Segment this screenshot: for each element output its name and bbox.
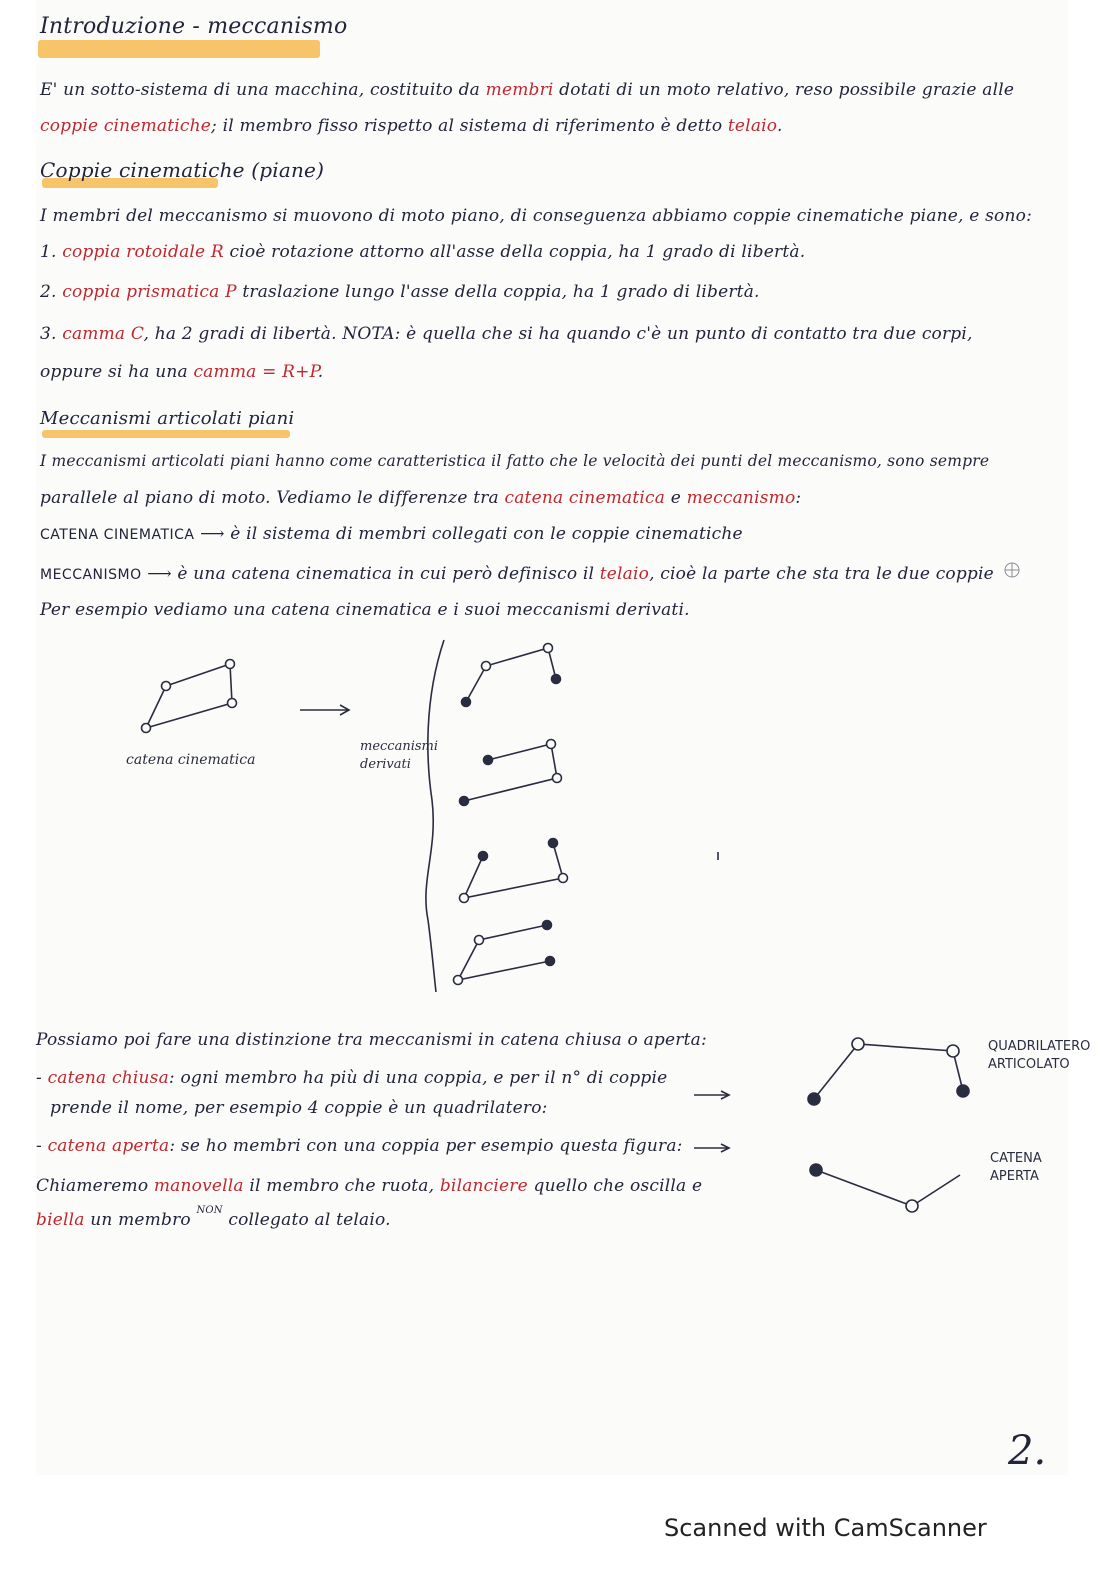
chiuse-line-4: - catena aperta: se ho membri con una coppia per esempio questa figura: bbox=[36, 1136, 683, 1156]
label-meccanismi-derivati-2: derivati bbox=[360, 757, 411, 772]
chiuse-line-3: prende il nome, per esempio 4 coppie è un quadrilatero: bbox=[50, 1098, 548, 1118]
chiuse-line-1: Possiamo poi fare una distinzione tra meccanismi in catena chiusa o aperta: bbox=[36, 1030, 707, 1050]
coppie-item-1: 1. coppia rotoidale R cioè rotazione attorno all'asse della coppia, ha 1 grado di libertà. bbox=[40, 242, 806, 262]
mecc-line-3: CATENA CINEMATICA ⟶ è il sistema di membri collegati con le coppie cinematiche bbox=[40, 524, 743, 544]
label-catena-aperta-1: CATENA bbox=[990, 1151, 1042, 1166]
chiuse-line-2: - catena chiusa: ogni membro ha più di una coppia, e per il n° di coppie bbox=[36, 1068, 668, 1088]
label-quadrilatero-2: ARTICOLATO bbox=[988, 1057, 1070, 1072]
coppie-item-2: 2. coppia prismatica P traslazione lungo l'asse della coppia, ha 1 grado di libertà. bbox=[40, 282, 760, 302]
mecc-line-5: Per esempio vediamo una catena cinematica e i suoi meccanismi derivati. bbox=[40, 600, 690, 620]
mecc-line-2: parallele al piano di moto. Vediamo le differenze tra catena cinematica e meccanismo: bbox=[40, 488, 802, 508]
coppie-line-5: oppure si ha una camma = R+P. bbox=[40, 362, 324, 382]
chiuse-line-6: biella un membro $^{NON}$ collegato al telaio. bbox=[36, 1205, 391, 1230]
label-catena-aperta-2: APERTA bbox=[990, 1169, 1039, 1184]
coppie-item-3: 3. camma C, ha 2 gradi di libertà. NOTA: è quella che si ha quando c'è un punto di contatto tra due corpi, bbox=[40, 324, 973, 344]
intro-line-1: E' un sotto-sistema di una macchina, costituito da membri dotati di un moto relativo, reso possibile grazie alle bbox=[40, 80, 1015, 100]
page-number: 2. bbox=[1008, 1428, 1047, 1474]
coppie-line-1: I membri del meccanismo si muovono di moto piano, di conseguenza abbiamo coppie cinematiche piane, e sono: bbox=[40, 206, 1033, 226]
section-title-intro: Introduzione - meccanismo bbox=[40, 14, 348, 39]
section-title-mecc: Meccanismi articolati piani bbox=[40, 408, 295, 429]
mecc-line-4: MECCANISMO ⟶ è una catena cinematica in cui però definisco il telaio, cioè la parte che sta tra le due coppie bbox=[40, 564, 994, 584]
label-quadrilatero-1: QUADRILATERO bbox=[988, 1039, 1091, 1054]
label-meccanismi-derivati-1: meccanismi bbox=[360, 739, 439, 754]
chiuse-line-5: Chiameremo manovella il membro che ruota, bilanciere quello che oscilla e bbox=[36, 1176, 703, 1196]
mecc-line-1: I meccanismi articolati piani hanno come caratteristica il fatto che le velocità dei punti del meccanismo, sono sempre bbox=[40, 452, 990, 470]
label-catena-cinematica: catena cinematica bbox=[126, 752, 256, 768]
section-title-coppie: Coppie cinematiche (piane) bbox=[40, 158, 325, 182]
intro-line-2: coppie cinematiche; il membro fisso rispetto al sistema di riferimento è detto telaio. bbox=[40, 116, 783, 136]
scanner-footer: Scanned with CamScanner bbox=[664, 1514, 987, 1542]
